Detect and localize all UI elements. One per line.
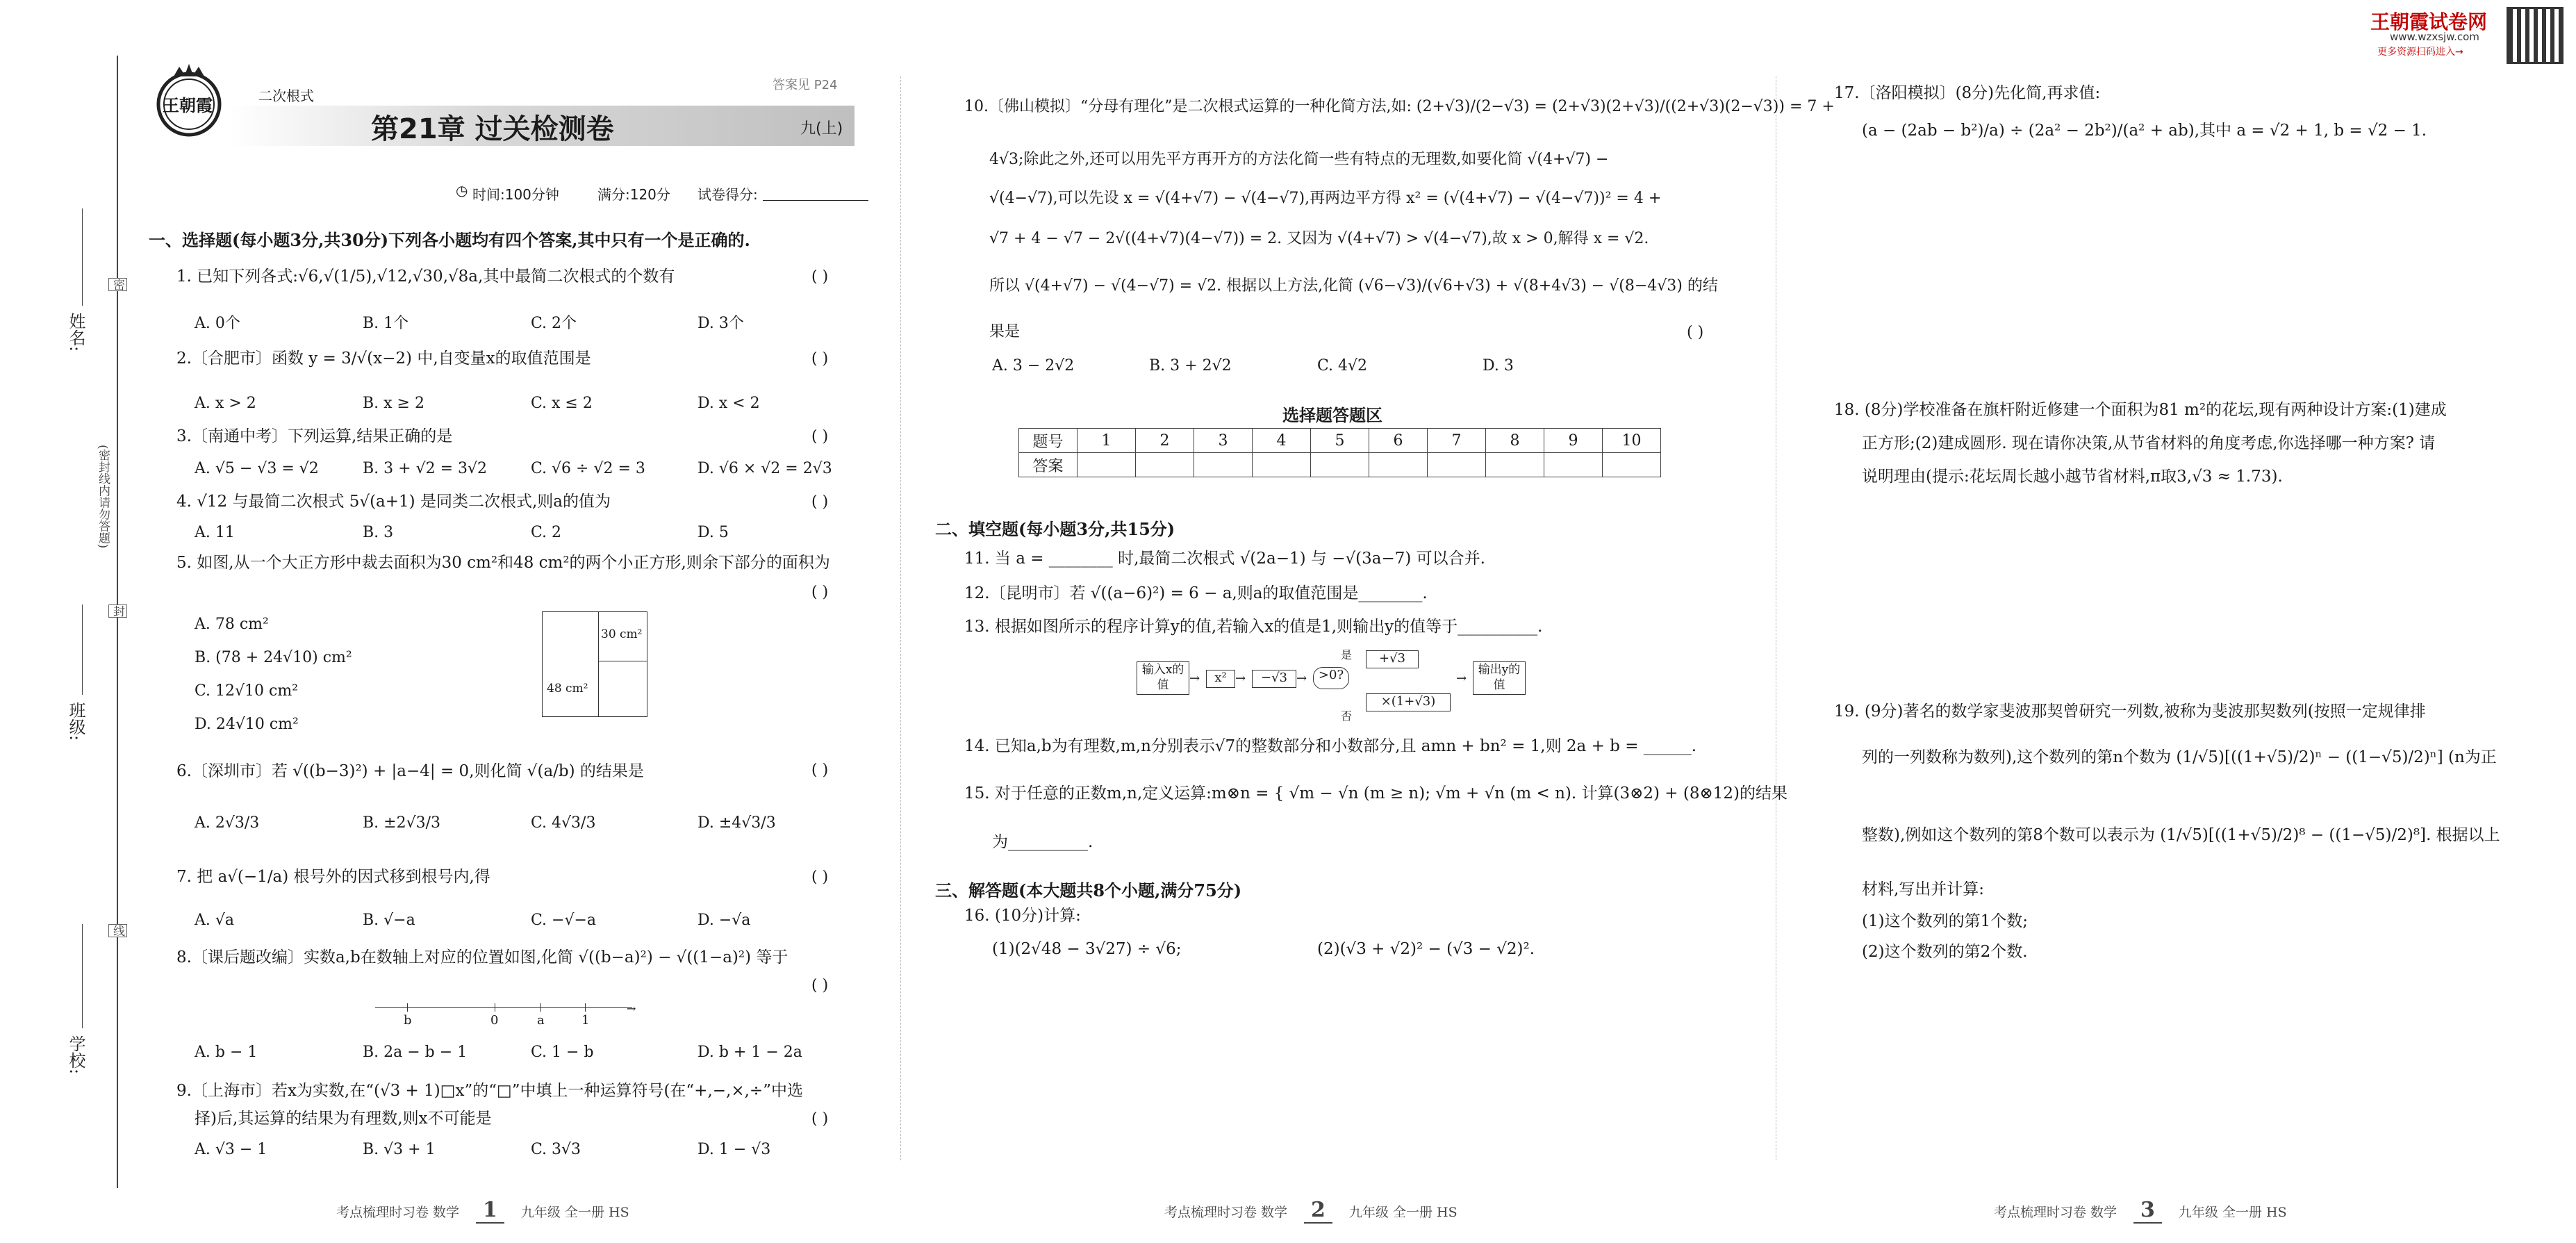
answer-paren-9[interactable]: ( ) xyxy=(811,1110,829,1128)
q5-option-d: D. 24√10 cm² xyxy=(195,716,299,733)
q7-option-c: C. −√−a xyxy=(531,912,597,929)
question-16: 16. (10分)计算: xyxy=(964,907,1081,925)
school-label: 学校: xyxy=(66,1035,85,1075)
binding-note: (密封线内请勿答题) xyxy=(96,445,110,549)
q10-option-a: A. 3 − 2√2 xyxy=(992,357,1075,374)
grade-label: 九(上) xyxy=(800,120,843,138)
q5-square-figure xyxy=(542,611,647,717)
answer-cell[interactable] xyxy=(1428,453,1486,477)
flow-input-box: 输入x的值 xyxy=(1137,661,1189,695)
q6-option-a: A. 2√3/3 xyxy=(195,814,260,832)
axis-label-0: 0 xyxy=(490,1013,499,1028)
qr-code-icon[interactable] xyxy=(2507,7,2563,64)
question-16-part-2: (2)(√3 + √2)² − (√3 − √2)². xyxy=(1317,940,1535,958)
question-18-line-1: 18. (8分)学校准备在旗杆附近修建一个面积为81 m²的花坛,现有两种设计方案:(1)建成 xyxy=(1834,401,2447,419)
question-11: 11. 当 a = ________ 时,最简二次根式 √(2a−1) 与 −√(3a−7) 可以合并. xyxy=(964,550,1485,568)
q6-option-c: C. 4√3/3 xyxy=(531,814,596,832)
answer-paren-6[interactable]: ( ) xyxy=(811,762,829,779)
question-1: 1. 已知下列各式:√6,√(1/5),√12,√30,√8a,其中最简二次根式的个数有 xyxy=(176,267,675,286)
question-16-part-1: (1)(2√48 − 3√27) ÷ √6; xyxy=(992,940,1182,958)
footer-page-1 xyxy=(336,1198,629,1224)
q9-option-b: B. √3 + 1 xyxy=(363,1141,436,1158)
q6-option-b: B. ±2√3/3 xyxy=(363,814,441,832)
q4-option-c: C. 2 xyxy=(531,524,562,541)
footer-left: 考点梳理时习卷 数学 xyxy=(1994,1205,2117,1220)
mark-feng: 封 xyxy=(108,604,127,618)
question-7: 7. 把 a√(−1/a) 根号外的因式移到根号内,得 xyxy=(176,868,490,886)
question-4: 4. √12 与最简二次根式 5√(a+1) 是同类二次根式,则a的值为 xyxy=(176,493,611,511)
question-14: 14. 已知a,b为有理数,m,n分别表示√7的整数部分和小数部分,且 amn + bn² = 1,则 2a + b = ______. xyxy=(964,737,1697,755)
question-3: 3.〔南通中考〕下列运算,结果正确的是 xyxy=(176,427,453,445)
page-number: 2 xyxy=(1304,1198,1332,1224)
table-cell: 1 xyxy=(1078,429,1136,453)
answer-table-row-answers xyxy=(1019,453,1661,477)
question-10-line-1: 10.〔佛山模拟〕“分母有理化”是二次根式运算的一种化简方法,如: (2+√3)/(2−√3) = (2+√3)(2+√3)/((2+√3)(2−√3)) = 7 + xyxy=(964,98,1835,115)
q5-option-a: A. 78 cm² xyxy=(195,616,269,633)
answer-table-row-numbers xyxy=(1019,429,1661,453)
question-18-line-2: 正方形;(2)建成圆形. 现在请你决策,从节省材料的角度考虑,你选择哪一种方案? 请 xyxy=(1862,434,2436,452)
question-10-line-2: 4√3;除此之外,还可以用先平方再开方的方法化简一些有特点的无理数,如要化简 √(4+√7) − xyxy=(989,151,1609,168)
section-label: 二次根式 xyxy=(258,88,314,104)
q8-option-c: C. 1 − b xyxy=(531,1044,594,1061)
fig-label-48: 48 cm² xyxy=(547,682,588,695)
question-9-line-2: 择)后,其运算的结果为有理数,则x不可能是 xyxy=(195,1110,492,1128)
axis-label-1: 1 xyxy=(581,1013,590,1028)
q4-option-a: A. 11 xyxy=(195,524,235,541)
footer-right: 九年级 全一册 HS xyxy=(1348,1205,1458,1220)
answer-paren-7[interactable]: ( ) xyxy=(811,869,829,886)
question-19-part-2: (2)这个数列的第2个数. xyxy=(1862,943,2028,961)
section-3-title: 三、解答题(本大题共8个小题,满分75分) xyxy=(935,880,1242,900)
q1-option-b: B. 1个 xyxy=(363,315,409,332)
q2-option-d: D. x < 2 xyxy=(697,395,760,412)
page-number: 3 xyxy=(2133,1198,2162,1224)
q3-option-c: C. √6 ÷ √2 = 3 xyxy=(531,460,645,477)
q8-option-d: D. b + 1 − 2a xyxy=(697,1044,802,1061)
table-cell: 7 xyxy=(1428,429,1486,453)
brand-promo: 更多资源扫码进入→ xyxy=(2377,47,2463,58)
question-19-line-3: 整数),例如这个数列的第8个数可以表示为 (1/√5)[((1+√5)/2)⁸ − ((1−√5)/2)⁸]. 根据以上 xyxy=(1862,826,2500,844)
question-10-line-5: 所以 √(4+√7) − √(4−√7) = √2. 根据以上方法,化简 (√6−√3)/(√6+√3) + √(8+4√3) − √(8−4√3) 的结 xyxy=(989,277,1718,295)
answer-cell[interactable] xyxy=(1369,453,1428,477)
answer-table xyxy=(1018,428,1661,477)
answer-cell[interactable] xyxy=(1603,453,1661,477)
table-cell: 10 xyxy=(1603,429,1661,453)
table-cell: 3 xyxy=(1194,429,1253,453)
flow-yes-label: 是 xyxy=(1341,648,1353,661)
flow-minus-box: −√3 xyxy=(1252,670,1296,688)
footer-left: 考点梳理时习卷 数学 xyxy=(1164,1205,1288,1220)
q4-option-b: B. 3 xyxy=(363,524,394,541)
question-19-line-2: 列的一列数称为数列),这个数列的第n个数为 (1/√5)[((1+√5)/2)ⁿ − ((1−√5)/2)ⁿ] (n为正 xyxy=(1862,748,2497,766)
brand-name: 王朝霞试卷网 xyxy=(2370,10,2488,33)
answer-paren-4[interactable]: ( ) xyxy=(811,493,829,511)
answer-paren-8[interactable]: ( ) xyxy=(811,977,829,994)
binding-line xyxy=(117,56,118,1188)
name-underline xyxy=(82,208,83,306)
q7-option-a: A. √a xyxy=(195,912,235,929)
section-2-title: 二、填空题(每小题3分,共15分) xyxy=(935,519,1175,539)
mark-xian: 线 xyxy=(108,924,127,937)
section-1-title: 一、选择题(每小题3分,共30分)下列各小题均有四个答案,其中只有一个是正确的. xyxy=(149,230,750,250)
answer-cell[interactable] xyxy=(1078,453,1136,477)
footer-page-3 xyxy=(1994,1198,2287,1224)
answer-paren-2[interactable]: ( ) xyxy=(811,350,829,368)
axis-label-a: a xyxy=(537,1013,545,1028)
exam-got: 试卷得分: xyxy=(697,186,758,203)
answer-cell[interactable] xyxy=(1253,453,1311,477)
q2-option-a: A. x > 2 xyxy=(195,395,256,412)
question-19-line-4: 材料,写出并计算: xyxy=(1862,880,1985,898)
q10-option-c: C. 4√2 xyxy=(1317,357,1368,374)
table-cell: 8 xyxy=(1486,429,1544,453)
score-field[interactable] xyxy=(763,200,868,201)
q5-option-b: B. (78 + 24√10) cm² xyxy=(195,649,352,666)
answer-cell[interactable] xyxy=(1136,453,1194,477)
q9-option-c: C. 3√3 xyxy=(531,1141,581,1158)
question-10-line-6: 果是 xyxy=(989,323,1021,340)
question-15-line-1: 15. 对于任意的正数m,n,定义运算:m⊗n = { √m − √n (m ≥ n); √m + √n (m < n). 计算(3⊗2) + (8⊗12)的结果 xyxy=(964,784,1787,802)
footer-page-2 xyxy=(1164,1198,1458,1224)
question-17: 17.〔洛阳模拟〕(8分)先化简,再求值: xyxy=(1834,84,2101,102)
question-5: 5. 如图,从一个大正方形中裁去面积为30 cm²和48 cm²的两个小正方形,则余下部分的面积为 xyxy=(176,554,830,572)
q3-option-d: D. √6 × √2 = 2√3 xyxy=(697,460,832,477)
answer-cell[interactable] xyxy=(1194,453,1253,477)
q8-number-line: → b 0 a 1 xyxy=(375,1001,639,1028)
q1-option-d: D. 3个 xyxy=(697,315,744,332)
footer-left: 考点梳理时习卷 数学 xyxy=(336,1205,460,1220)
answer-area-title: 选择题答题区 xyxy=(1282,406,1382,425)
answer-paren-3[interactable]: ( ) xyxy=(811,428,829,445)
column-divider-1 xyxy=(900,76,901,1160)
q3-option-a: A. √5 − √3 = √2 xyxy=(195,460,319,477)
q3-option-b: B. 3 + √2 = 3√2 xyxy=(363,460,488,477)
q2-option-c: C. x ≤ 2 xyxy=(531,395,593,412)
q6-option-d: D. ±4√3/3 xyxy=(697,814,776,832)
page-number: 1 xyxy=(476,1198,504,1224)
school-underline xyxy=(82,924,83,1028)
flow-times-box: ×(1+√3) xyxy=(1366,693,1451,711)
answer-table-wrap xyxy=(1018,428,1661,477)
question-19-line-1: 19. (9分)著名的数学家斐波那契曾研究一列数,被称为斐波那契数列(按照一定规律排 xyxy=(1834,702,2426,721)
q2-option-b: B. x ≥ 2 xyxy=(363,395,424,412)
flow-square-box: x² xyxy=(1206,670,1235,688)
answer-paren-10[interactable]: ( ) xyxy=(1687,324,1704,341)
question-8: 8.〔课后题改编〕实数a,b在数轴上对应的位置如图,化简 √((b−a)²) − √((1−a)²) 等于 xyxy=(176,948,789,966)
q7-option-b: B. √−a xyxy=(363,912,415,929)
fig-label-30: 30 cm² xyxy=(601,627,643,641)
q8-option-a: A. b − 1 xyxy=(195,1044,258,1061)
question-9-line-1: 9.〔上海市〕若x为实数,在“(√3 + 1)□x”的“□”中填上一种运算符号(在“+,−,×,÷”中选 xyxy=(176,1082,803,1100)
axis-label-b: b xyxy=(404,1013,412,1028)
answer-ref: 答案见 P24 xyxy=(773,78,838,92)
answer-cell[interactable] xyxy=(1311,453,1369,477)
flow-output-box: 输出y的值 xyxy=(1473,661,1526,695)
exam-time: 时间:100分钟 xyxy=(472,186,559,203)
q1-option-c: C. 2个 xyxy=(531,315,577,332)
question-15-line-2: 为__________. xyxy=(992,833,1093,851)
question-10-line-4: √7 + 4 − √7 − 2√((4+√7)(4−√7)) = 2. 又因为 √(4+√7) > √(4−√7),故 x > 0,解得 x = √2. xyxy=(989,230,1649,247)
q8-option-b: B. 2a − b − 1 xyxy=(363,1044,468,1061)
table-cell: 5 xyxy=(1311,429,1369,453)
q7-option-d: D. −√a xyxy=(697,912,751,929)
flow-plus-box: +√3 xyxy=(1366,650,1419,668)
q4-option-d: D. 5 xyxy=(697,524,729,541)
question-10-line-3: √(4−√7),可以先设 x = √(4+√7) − √(4−√7),再两边平方得 x² = (√(4+√7) − √(4−√7))² = 4 + xyxy=(989,190,1662,207)
footer-right: 九年级 全一册 HS xyxy=(2178,1205,2287,1220)
class-underline xyxy=(82,604,83,695)
logo-name: 王朝霞 xyxy=(163,96,213,115)
question-6: 6.〔深圳市〕若 √((b−3)²) + |a−4| = 0,则化简 √(a/b) 的结果是 xyxy=(176,762,644,780)
q9-option-d: D. 1 − √3 xyxy=(697,1141,771,1158)
table-header: 答案 xyxy=(1019,453,1078,477)
logo-badge xyxy=(147,61,231,145)
question-12: 12.〔昆明市〕若 √((a−6)²) = 6 − a,则a的取值范围是________. xyxy=(964,584,1428,602)
answer-paren-5[interactable]: ( ) xyxy=(811,584,829,601)
question-19-part-1: (1)这个数列的第1个数; xyxy=(1862,912,2028,930)
question-2: 2.〔合肥市〕函数 y = 3/√(x−2) 中,自变量x的取值范围是 xyxy=(176,349,591,368)
q10-option-d: D. 3 xyxy=(1483,357,1514,374)
page-title: 第21章 过关检测卷 xyxy=(371,113,614,145)
table-cell: 4 xyxy=(1253,429,1311,453)
name-label: 姓名: xyxy=(66,313,85,352)
clock-icon: ◷ xyxy=(456,182,468,199)
answer-cell[interactable] xyxy=(1486,453,1544,477)
answer-cell[interactable] xyxy=(1544,453,1603,477)
mark-mi: 密 xyxy=(108,278,127,291)
exam-score: 满分:120分 xyxy=(597,186,670,203)
question-17-expression: (a − (2ab − b²)/a) ÷ (2a² − 2b²)/(a² + ab),其中 a = √2 + 1, b = √2 − 1. xyxy=(1862,122,2427,140)
q9-option-a: A. √3 − 1 xyxy=(195,1141,267,1158)
q5-option-c: C. 12√10 cm² xyxy=(195,682,299,700)
table-cell: 2 xyxy=(1136,429,1194,453)
question-13: 13. 根据如图所示的程序计算y的值,若输入x的值是1,则输出y的值等于__________. xyxy=(964,618,1543,636)
q10-option-b: B. 3 + 2√2 xyxy=(1149,357,1232,374)
brand-url: www.wzxsjw.com xyxy=(2390,31,2479,43)
table-header: 题号 xyxy=(1019,429,1078,453)
flow-no-label: 否 xyxy=(1341,709,1353,723)
q13-flowchart: 输入x的值 → x² → −√3 → >0? 是 否 +√3 ×(1+√3) → 输出y的值 xyxy=(1137,646,1539,723)
table-cell: 9 xyxy=(1544,429,1603,453)
footer-right: 九年级 全一册 HS xyxy=(520,1205,629,1220)
question-18-line-3: 说明理由(提示:花坛周长越小越节省材料,π取3,√3 ≈ 1.73). xyxy=(1862,468,2283,486)
q1-option-a: A. 0个 xyxy=(195,315,240,332)
class-label: 班级: xyxy=(66,702,85,741)
answer-paren-1[interactable]: ( ) xyxy=(811,268,829,286)
table-cell: 6 xyxy=(1369,429,1428,453)
flow-condition-diamond: >0? xyxy=(1313,667,1349,689)
